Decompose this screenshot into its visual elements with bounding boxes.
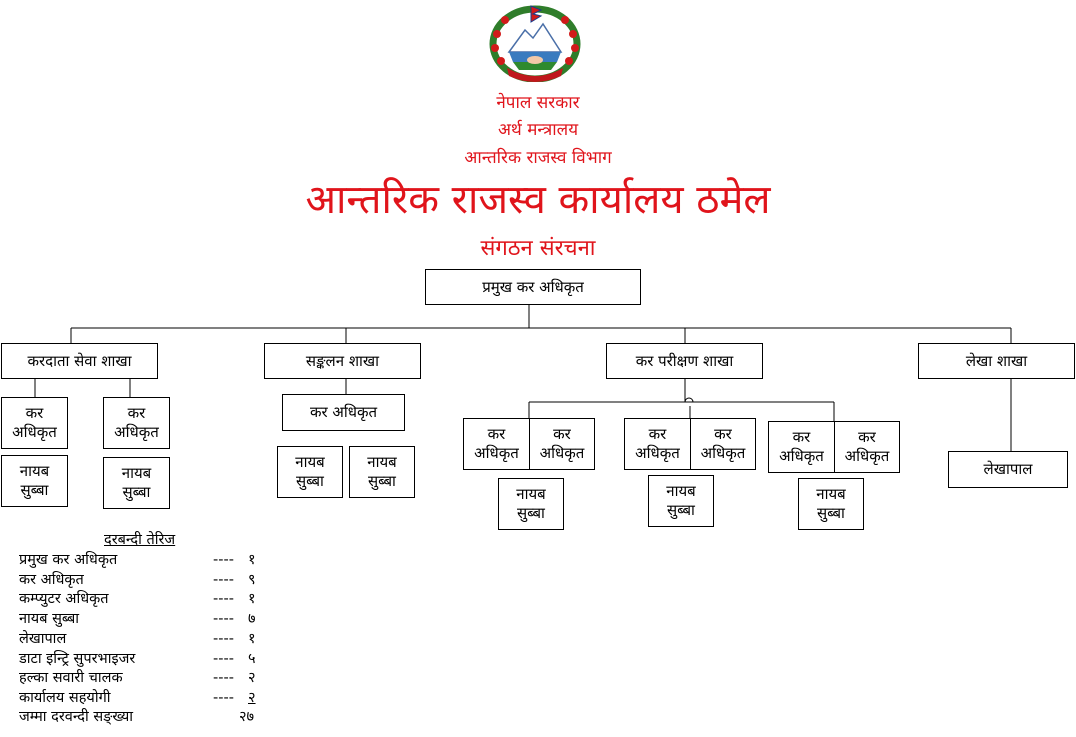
nayab-subba-box: नायब सुब्बा [498,478,564,530]
tax-officer-box: कर अधिकृत [282,394,405,431]
tax-officer-box: कर अधिकृत [463,418,530,470]
nayab-subba-box: नायब सुब्बा [1,455,68,507]
legend-total-row: जम्मा दरवन्दी सङ्ख्या २७ [19,709,255,725]
nayab-subba-box: नायब सुब्बा [277,446,343,498]
chart-subtitle: संगठन संरचना [480,236,596,261]
accounts-section: लेखा शाखा [918,343,1075,379]
nayab-subba-box: नायब सुब्बा [349,446,415,498]
legend-row: लेखापाल ---- १ [19,631,256,647]
nayab-subba-box: नायब सुब्बा [798,478,864,530]
collection-section: सङ्कलन शाखा [264,343,421,379]
office-title: आन्तरिक राजस्व कार्यालय ठमेल [305,177,771,223]
legend-row: प्रमुख कर अधिकृत ---- १ [19,552,256,568]
tax-officer-box: कर अधिकृत [768,421,835,473]
tax-officer-box: कर अधिकृत [529,418,595,470]
accountant-box: लेखापाल [948,451,1068,488]
nepal-emblem-icon [487,4,583,82]
nayab-subba-box: नायब सुब्बा [103,457,170,509]
legend-row: कर अधिकृत ---- ९ [19,572,256,588]
legend-title: दरबन्दी तेरिज [104,532,176,548]
chief-tax-officer-box: प्रमुख कर अधिकृत [425,269,641,305]
tax-audit-section: कर परीक्षण शाखा [606,343,763,379]
tax-officer-box: कर अधिकृत [690,418,756,470]
government-name: नेपाल सरकार [496,93,580,113]
legend-row: कार्यालय सहयोगी ---- २ [19,690,256,706]
tax-officer-box: कर अधिकृत [624,418,691,470]
legend-row: नायब सुब्बा ---- ७ [19,611,256,627]
taxpayer-service-section: करदाता सेवा शाखा [1,343,158,379]
ministry-name: अर्थ मन्त्रालय [497,120,579,140]
department-name: आन्तरिक राजस्व विभाग [464,148,612,168]
legend-row: हल्का सवारी चालक ---- २ [19,670,256,686]
tax-officer-box: कर अधिकृत [1,397,68,449]
legend-row: डाटा इन्ट्रि सुपरभाइजर ---- ५ [19,651,256,667]
tax-officer-box: कर अधिकृत [103,397,170,449]
legend-row: कम्प्युटर अधिकृत ---- १ [19,591,256,607]
nayab-subba-box: नायब सुब्बा [648,475,714,527]
tax-officer-box: कर अधिकृत [834,421,900,473]
